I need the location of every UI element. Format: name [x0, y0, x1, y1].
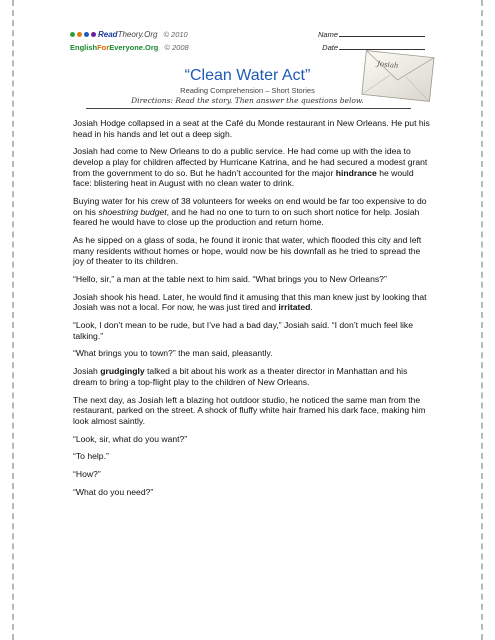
- name-label: Name: [317, 30, 338, 39]
- story-paragraph-6: [73, 292, 433, 313]
- efe-name: [70, 43, 158, 52]
- story-paragraph-10: The next day, as Josiah left a blazing hot outdoor studio, he noticed the same man from the restaurant, parked on the street. A shock of fluffy white hair framed his dark face, making him look almost saintly.: [73, 394, 426, 426]
- readtheory-suffix: Theory.Org: [117, 30, 158, 39]
- logo-dot-3: [84, 32, 89, 37]
- vocab-grudgingly: grudgingly: [100, 366, 145, 377]
- story-paragraph-7: “Look, I don’t mean to be rude, but I’ve had a bad day,” Josiah said. “I don’t much feel like talking.”: [73, 320, 413, 341]
- story-body: [73, 118, 433, 505]
- story-paragraph-3: [73, 196, 433, 228]
- vocab-hindrance: hindrance: [335, 167, 377, 178]
- phrase-shoestring-budget: shoestring budget: [98, 206, 167, 217]
- directions-text: Directions: Read the story. Then answer the questions below.: [131, 96, 364, 105]
- p6-text-a: Josiah shook his head. Later, he would find it amusing that this man knew just by looking that Josiah was not a local. For now, he was just tired and: [73, 291, 427, 313]
- title-divider: [86, 108, 411, 109]
- story-paragraph-1: Josiah Hodge collapsed in a seat at the Café du Monde restaurant in New Orleans. He put his head in his hands and let out a deep sigh.: [73, 118, 430, 139]
- p6-text-c: .: [310, 302, 313, 313]
- story-paragraph-9: [73, 366, 433, 387]
- englishforeveryone-logo: [70, 43, 189, 52]
- logo-dot-1: [70, 32, 75, 37]
- readtheory-read: Read: [98, 30, 118, 39]
- p2-text-c: he would face: blistering heat in August with no clean water to drink.: [73, 167, 414, 189]
- efe-for: For: [97, 43, 110, 52]
- name-field: [318, 30, 425, 39]
- story-paragraph-4: As he sipped on a glass of soda, he found it ironic that water, which flooded this city and left many residents without homes or hope, would now be his downfall as he tried to spread the joy of theater to its children.: [73, 234, 422, 267]
- envelope-label: Josiah: [376, 59, 399, 70]
- story-title: “Clean Water Act”: [184, 67, 311, 84]
- story-paragraph-12: “To help.”: [73, 451, 109, 462]
- p2-text-a: Josiah had come to New Orleans to do a public service. He had come up with the idea to develop a play for children affected by Hurricane Katrina, and he had secured a modest grant from the government to do so. But he hadn’t accounted for the major: [73, 146, 428, 178]
- p9-text-a: Josiah: [73, 366, 101, 377]
- readtheory-logo: [70, 30, 188, 39]
- readtheory-name: [98, 30, 157, 39]
- story-paragraph-5: “Hello, sir,” a man at the table next to him said. “What brings you to New Orleans?”: [73, 273, 387, 284]
- story-paragraph-13: “How?”: [73, 469, 101, 480]
- p3-text-c: , and he had no one to turn to on such short notice for help. Josiah feared he would have to close up the production and return home.: [73, 206, 420, 228]
- story-paragraph-11: “Look, sir, what do you want?”: [73, 433, 188, 444]
- story-subtitle: Reading Comprehension – Short Stories: [180, 86, 315, 95]
- p9-text-c: talked a bit about his work as a theater director in Manhattan and his dream to bring a top-flight play to the children of New Orleans.: [73, 366, 408, 387]
- efe-english: English: [70, 43, 98, 52]
- vocab-irritated: irritated: [278, 302, 311, 313]
- date-label: Date: [322, 43, 338, 52]
- story-paragraph-2: [73, 146, 433, 188]
- logo-dot-2: [77, 32, 82, 37]
- story-paragraph-14: “What do you need?”: [73, 486, 154, 497]
- efe-copyright: © 2008: [164, 43, 189, 52]
- p3-text-a: Buying water for his crew of 38 volunteers for weeks on end would be far too expensive to do on his: [73, 195, 427, 217]
- name-line: [339, 30, 425, 37]
- logo-dot-4: [91, 32, 96, 37]
- readtheory-copyright: © 2010: [163, 30, 188, 39]
- story-paragraph-8: “What brings you to town?” the man said, pleasantly.: [73, 348, 273, 359]
- efe-everyone: Everyone.Org: [109, 43, 159, 52]
